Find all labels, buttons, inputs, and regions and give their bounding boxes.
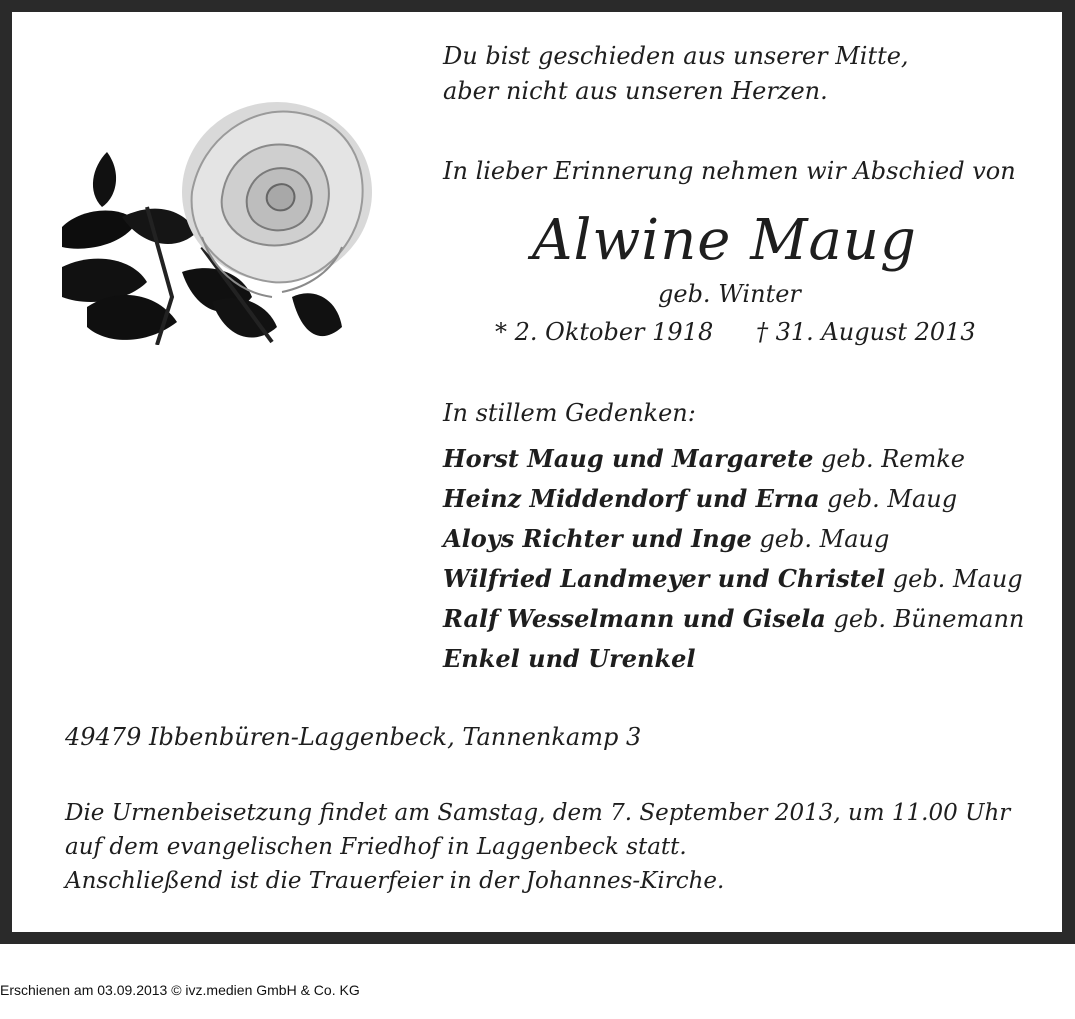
birth-date: * 2. Oktober 1918 [495, 318, 714, 346]
funeral-line-2: auf dem evangelischen Friedhof in Laggenbeck statt. [65, 834, 687, 860]
family-names: Heinz Middendorf und Erna [443, 484, 820, 513]
family-entry [443, 444, 965, 473]
family-suffix: geb. Maug [819, 485, 958, 513]
family-suffix: geb. Maug [885, 565, 1023, 593]
death-date: † 31. August 2013 [756, 318, 976, 346]
family-names: Wilfried Landmeyer und Christel [443, 564, 886, 593]
family-suffix: geb. Bünemann [825, 605, 1025, 633]
family-names: Ralf Wesselmann und Gisela [443, 604, 826, 633]
address: 49479 Ibbenbüren-Laggenbeck, Tannenkamp 3 [65, 723, 642, 751]
family-entry [443, 524, 889, 553]
maiden-name: geb. Winter [658, 280, 801, 308]
family-entry [443, 604, 1024, 633]
publication-footer: Erschienen am 03.09.2013 © ivz.medien GmbH & Co. KG [0, 982, 360, 998]
rose-image [62, 97, 372, 345]
family-names: Aloys Richter und Inge [443, 524, 752, 553]
family-entry [443, 564, 1023, 593]
family-suffix: geb. Maug [751, 525, 890, 553]
family-entry [443, 644, 695, 673]
family-names: Enkel und Urenkel [443, 644, 696, 673]
deceased-name: Alwine Maug [532, 208, 917, 273]
mourning-heading: In stillem Gedenken: [443, 399, 696, 427]
obituary-notice [12, 12, 1062, 932]
funeral-line-3: Anschließend ist die Trauerfeier in der Johannes-Kirche. [65, 868, 725, 894]
verse-line-1: Du bist geschieden aus unserer Mitte, [443, 42, 909, 70]
intro-text: In lieber Erinnerung nehmen wir Abschied von [443, 157, 1016, 185]
family-names: Horst Maug und Margarete [443, 444, 814, 473]
funeral-line-1: Die Urnenbeisetzung findet am Samstag, dem 7. September 2013, um 11.00 Uhr [65, 800, 1011, 826]
family-suffix: geb. Remke [813, 445, 965, 473]
verse-line-2: aber nicht aus unseren Herzen. [443, 77, 828, 105]
family-entry [443, 484, 957, 513]
